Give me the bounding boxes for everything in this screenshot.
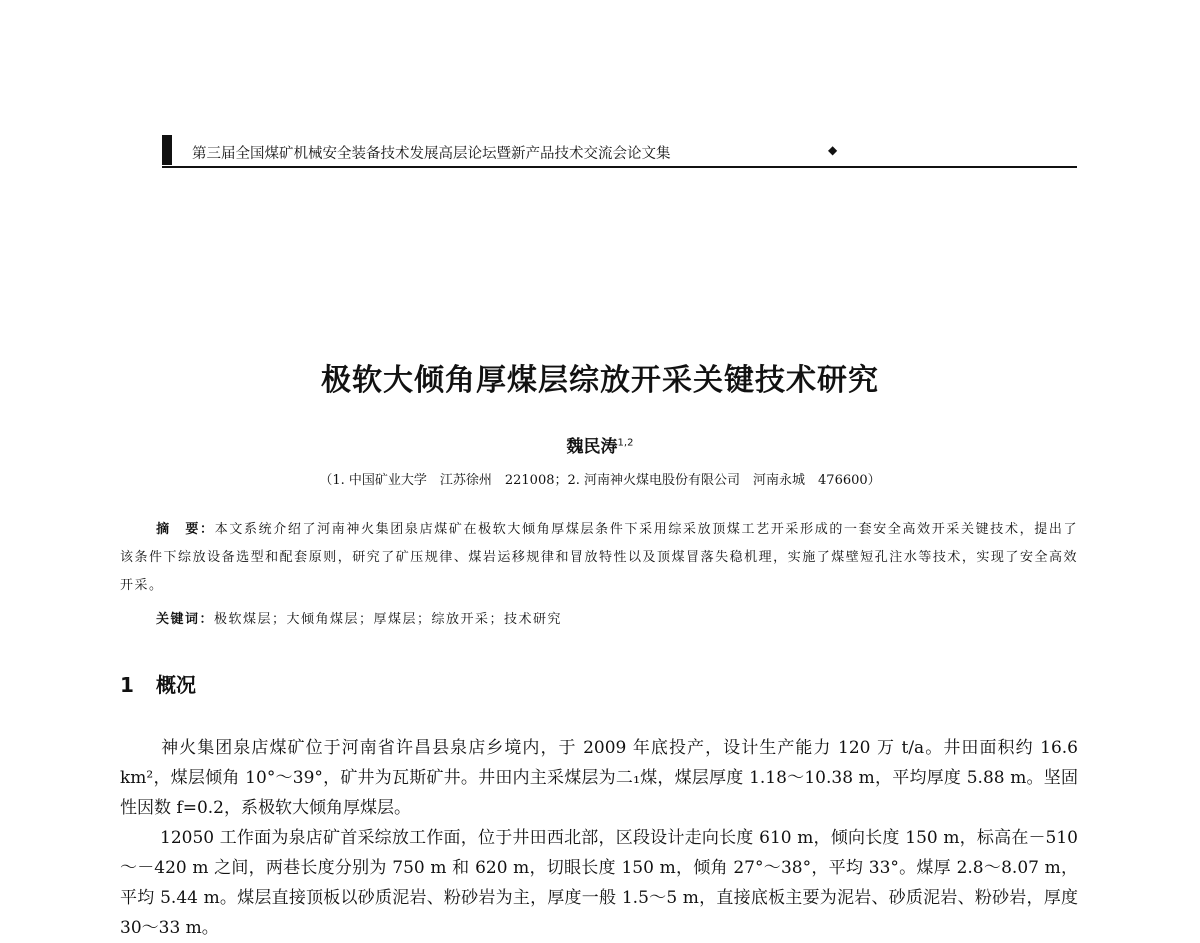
affiliation: （1. 中国矿业大学 江苏徐州 221008；2. 河南神火煤电股份有限公司 河南永城 476600） (319, 473, 881, 488)
section-title: 概况 (156, 673, 196, 697)
header-bar (162, 135, 172, 165)
paragraph (120, 823, 1078, 943)
keywords-text: 极软煤层；大倾角煤层；厚煤层；综放开采；技术研究 (214, 612, 563, 627)
paragraph-text: 12050 工作面为泉店矿首采综放工作面，位于井田西北部，区段设计走向长度 610 m，倾向长度 150 m，标高在－510～－420 m 之间，两巷长度分别为 750 m 和 620 m，切眼长度 150 m，倾角 27°～38°，平均 33°。煤厚 2.8～8.07 m，平均 5.44 m。煤层直接顶板以砂质泥岩、粉砂岩为主，厚度一般 1.5～5 m，直接底板主要为泥岩、砂质泥岩、粉砂岩，厚度 30～33 m。 (120, 828, 1078, 938)
paper-title: 极软大倾角厚煤层综放开采关键技术研究 (321, 363, 879, 398)
keywords (156, 608, 1056, 627)
author (0, 432, 1200, 457)
keywords-label: 关键词： (156, 612, 215, 627)
diamond-icon: ◆ (828, 143, 838, 157)
section-heading (120, 669, 196, 698)
author-affil-sup: 1,2 (617, 437, 634, 449)
paragraph (120, 733, 1078, 823)
header-rule (162, 166, 1077, 168)
running-header (162, 133, 1077, 173)
abstract (120, 516, 1078, 600)
journal-title: 第三届全国煤矿机械安全装备技术发展高层论坛暨新产品技术交流会论文集 (192, 146, 671, 162)
abstract-text: 本文系统介绍了河南神火集团泉店煤矿在极软大倾角厚煤层条件下采用综采放顶煤工艺开采形成的一套安全高效开采关键技术，提出了该条件下综放设备选型和配套原则，研究了矿压规律、煤岩运移规律和冒放特性以及顶煤冒落失稳机理，实施了煤壁短孔注水等技术，实现了安全高效开采。 (120, 522, 1078, 593)
section-number: 1 (120, 673, 134, 697)
author-name: 魏民涛 (566, 437, 618, 457)
abstract-label: 摘 要： (156, 522, 215, 537)
paragraph-text: 神火集团泉店煤矿位于河南省许昌县泉店乡境内，于 2009 年底投产，设计生产能力 120 万 t/a。井田面积约 16.6 km²，煤层倾角 10°～39°，矿井为瓦斯矿井。井田内主采煤层为二₁煤，煤层厚度 1.18～10.38 m，平均厚度 5.88 m。坚固性因数 f=0.2，系极软大倾角厚煤层。 (120, 738, 1078, 818)
